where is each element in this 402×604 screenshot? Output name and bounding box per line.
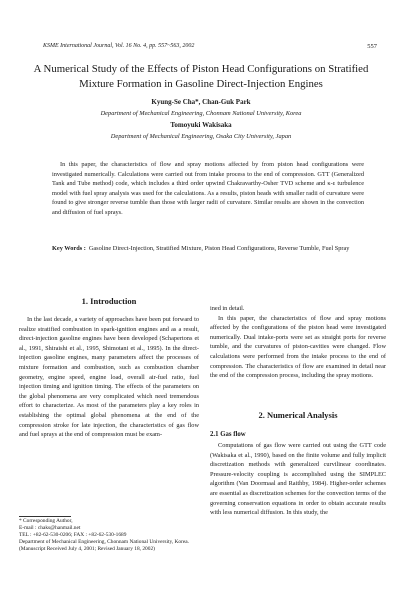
footnote-address: Department of Mechanical Engineering, Chonnam National University, Korea. (Manuscript Received July 4, 2001; Revised January 18, 2002) <box>19 539 191 552</box>
right-column-top <box>210 304 386 381</box>
paper-aim-paragraph: In this paper, the characteristics of flow and spray motions affected by the configurations of the piston head were investigated numerically. Dual intake-ports were set as straight ports for reverse tumble, and the curvatures of piston-cavities were changed. Flow calculations were performed from the intake process to the end of compression. The characteristics of flow are examined in detail near the end of the compression process, including the spray motions. <box>210 314 386 380</box>
affiliation-secondary: Department of Mechanical Engineering, Osaka City University, Japan <box>110 133 292 140</box>
footnote <box>19 518 199 553</box>
numerical-analysis-heading: 2. Numerical Analysis <box>258 410 338 420</box>
keywords-text: Gasoline Direct-Injection, Stratified Mixture, Piston Head Configurations, Reverse Tumble, Fuel Spray <box>88 245 350 252</box>
keywords-label: Key Words : <box>52 245 86 252</box>
gas-flow-body <box>210 441 386 518</box>
keywords <box>52 244 364 254</box>
introduction-body <box>19 315 199 440</box>
journal-citation: KSME International Journal, Vol. 16 No. 4, pp. 557~563, 2002 <box>43 43 195 49</box>
footnote-tel: TEL : +82-62-530-0206; FAX : +82-62-530-1689 <box>19 532 127 538</box>
gas-flow-heading: 2.1 Gas flow <box>210 431 246 438</box>
continuation-text: ined in detail. <box>210 305 245 312</box>
footnote-corresponding: * Corresponding Author, <box>19 518 73 524</box>
introduction-heading: 1. Introduction <box>81 296 137 306</box>
footnote-rule <box>19 516 71 517</box>
introduction-paragraph: In the last decade, a variety of approaches have been put forward to realize stratified combustion in spark-ignition engines and as a result, direct-injection gasoline engines have been developed (Schapertons et al., 1991, Shiraishi et al., 1995, Shimotani et al., 1995). In the direct-injection gasoline engines, many parameters affect the processes of mixture formation and combustion, such as combustion chamber geometry, engine speed, engine load, overall air-fuel ratio, fuel injection timing and ignition timing. The effects of the parameters on the global phenomena are very complicated which need tremendous effort to characterize. As most of the parameters play a key roles in establishing the optimal global phenomena at the end of the compression stroke for late injection, the characteristics of gas flow and fuel sprays at the end of compression must be exam- <box>19 316 199 439</box>
paper-title: A Numerical Study of the Effects of Piston Head Configurations on Stratified Mixture Formation in Gasoline Direct-Injection Engines <box>33 63 369 90</box>
authors-secondary: Tomoyuki Wakisaka <box>170 121 232 129</box>
authors-primary: Kyung-Se Cha*, Chan-Guk Park <box>151 98 251 106</box>
abstract: In this paper, the characteristics of flow and spray motions affected by from piston head configurations were investigated numerically. Calculations were carried out from intake process to the end of compression. GTT (Generalized Tank and Tube method) code, which includes a third order upwind Chakravarthy-Osher TVD scheme and κ-ε turbulence model with fuel spray analysis was used for the calculations. As a results, piston heads with smaller radii of curvature were found to give stronger reverse tumble than those with larger radii of curvature. Similar results are shown in the convection and diffusion of fuel sprays. <box>52 161 364 216</box>
footnote-email: E-mail : chaks@hanmail.net <box>19 525 81 531</box>
page-number: 557 <box>367 43 377 50</box>
running-header <box>43 43 377 53</box>
gas-flow-paragraph: Computations of gas flow were carried out using the GTT code (Wakisaka et al., 1990), based on the finite volume and fully implicit discretization methods with generalized curvilinear coordinates. Pressure-velocity coupling is accomplished using the SIMPLEC algorithm (Van Doormaal and Raithby, 1984). Higher-order schemes are essential as discretization schemes for the convection terms of the governing conservation equations in order to obtain accurate results with less numerical diffusion. In this study, the <box>210 442 386 517</box>
affiliation-primary: Department of Mechanical Engineering, Chonnam National University, Korea <box>100 110 302 117</box>
